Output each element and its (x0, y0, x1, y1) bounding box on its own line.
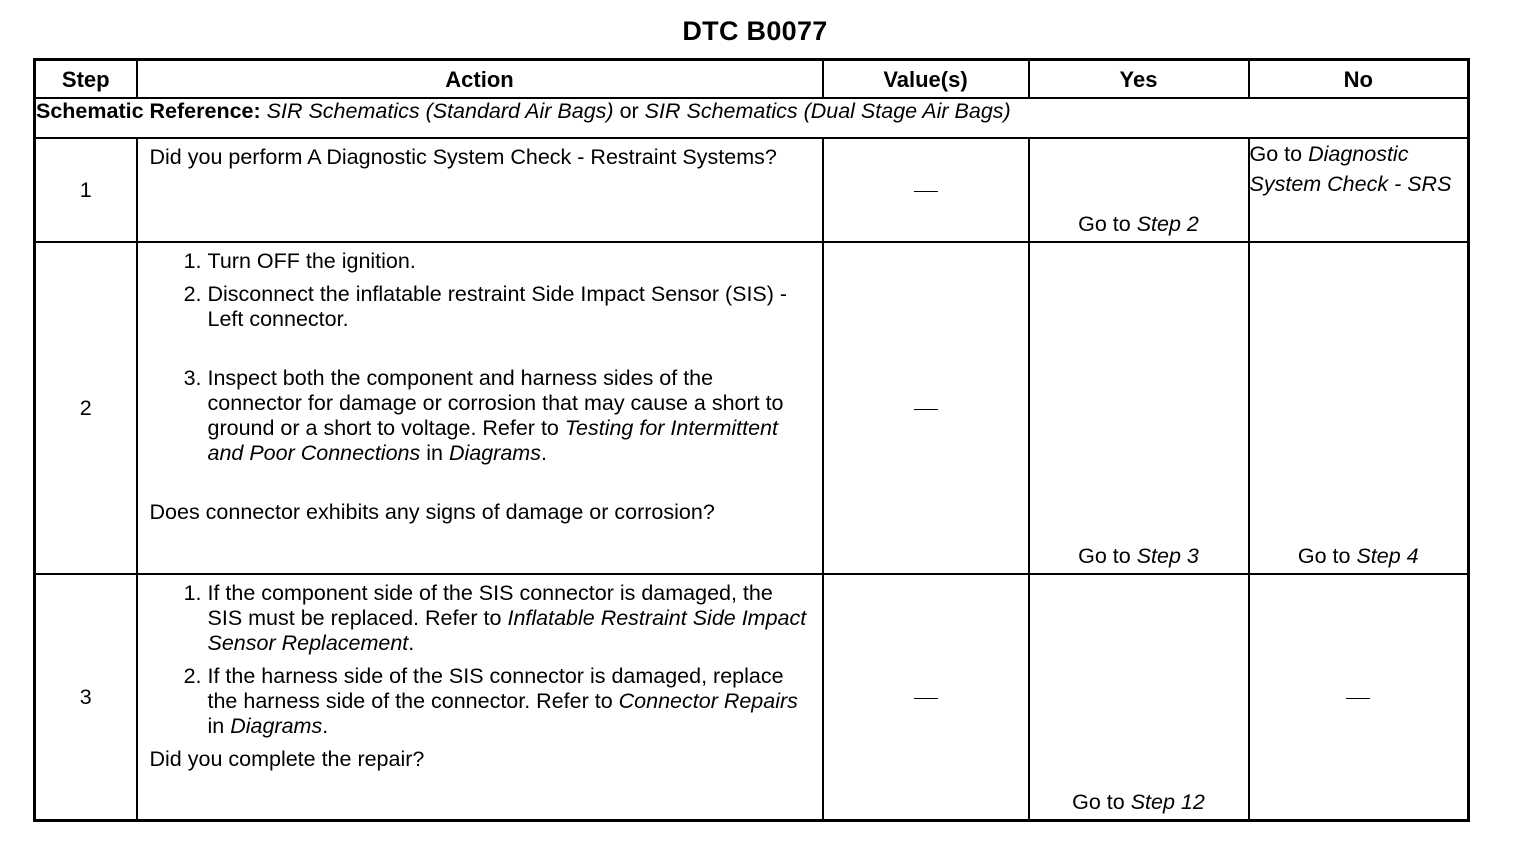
yes-goto[interactable]: Go to Step 12 (1072, 790, 1205, 814)
action-list (150, 249, 812, 466)
value-cell (823, 242, 1029, 574)
step-question: Does connector exhibits any signs of damage or corrosion? (149, 500, 715, 524)
col-header-step: Step (35, 60, 137, 99)
value-dash (914, 409, 938, 410)
action-cell (137, 242, 823, 574)
sis-replacement-link[interactable]: Inflatable Restraint Side Impact Sensor Replacement (207, 606, 807, 655)
no-cell (1249, 574, 1469, 821)
testing-link[interactable]: Testing for Intermittent and Poor Connections (207, 416, 778, 465)
no-step-link[interactable]: Step 4 (1356, 544, 1419, 568)
schematic-reference (35, 98, 1469, 138)
col-header-no: No (1249, 60, 1469, 99)
action-item: 3. Inspect both the component and harness sides of the connector for damage or corrosion that may cause a short to ground or a short to voltage. Refer to Testing for Intermittent and Poor Connections in Diagrams. (208, 366, 812, 466)
no-cell: Go to Diagnostic System Check - SRS (1249, 138, 1469, 242)
value-cell (823, 138, 1029, 242)
connector-repairs-link[interactable]: Connector Repairs (618, 689, 798, 713)
yes-step-link[interactable]: Step 3 (1136, 544, 1199, 568)
header-row (35, 60, 1469, 99)
yes-cell (1029, 242, 1249, 574)
value-dash (914, 698, 938, 699)
action-item: 2. If the harness side of the SIS connector is damaged, replace the harness side of the connector. Refer to Connector Repairs in Diagrams. (208, 664, 812, 739)
step-question: Did you complete the repair? (149, 747, 425, 771)
table-row (35, 574, 1469, 821)
no-diagnostic-link[interactable]: Diagnostic System Check - SRS (1249, 142, 1452, 196)
step-number: 3 (35, 574, 137, 821)
diagrams-link[interactable]: Diagrams (448, 441, 541, 465)
schematic-label: Schematic Reference: (36, 99, 261, 123)
action-list (150, 581, 812, 739)
step-number: 1 (35, 138, 137, 242)
col-header-values: Value(s) (823, 60, 1029, 99)
yes-cell (1029, 574, 1249, 821)
table-row (35, 242, 1469, 574)
no-goto[interactable]: Go to Step 4 (1297, 544, 1419, 568)
no-cell (1249, 242, 1469, 574)
yes-step-link[interactable]: Step 2 (1136, 212, 1199, 236)
value-cell (823, 574, 1029, 821)
yes-goto[interactable]: Go to Step 2 (1078, 212, 1199, 236)
diagnostic-table (33, 58, 1470, 822)
schematic-reference-row (35, 98, 1469, 138)
schematic-link-dual-stage[interactable]: SIR Schematics (Dual Stage Air Bags) (644, 99, 1011, 123)
step-question: Did you perform A Diagnostic System Check - Restraint Systems? (149, 145, 777, 169)
table-row (35, 138, 1469, 242)
col-header-action: Action (137, 60, 823, 99)
col-header-yes: Yes (1029, 60, 1249, 99)
action-item: 1. Turn OFF the ignition. (208, 249, 812, 274)
schematic-link-standard[interactable]: SIR Schematics (Standard Air Bags) (266, 99, 614, 123)
page-title: DTC B0077 (682, 16, 828, 46)
yes-goto[interactable]: Go to Step 3 (1078, 544, 1199, 568)
value-dash (914, 191, 938, 192)
no-dash (1346, 698, 1370, 699)
action-cell (137, 574, 823, 821)
action-item: 2. Disconnect the inflatable restraint Side Impact Sensor (SIS) - Left connector. (208, 282, 812, 332)
step-number: 2 (35, 242, 137, 574)
action-item: 1. If the component side of the SIS connector is damaged, the SIS must be replaced. Refer to Inflatable Restraint Side Impact Sensor Replacement. (208, 581, 812, 656)
action-cell (137, 138, 823, 242)
schematic-or: or (619, 99, 639, 123)
yes-step-link[interactable]: Step 12 (1130, 790, 1205, 814)
yes-cell (1029, 138, 1249, 242)
diagrams-link[interactable]: Diagrams (230, 714, 323, 738)
